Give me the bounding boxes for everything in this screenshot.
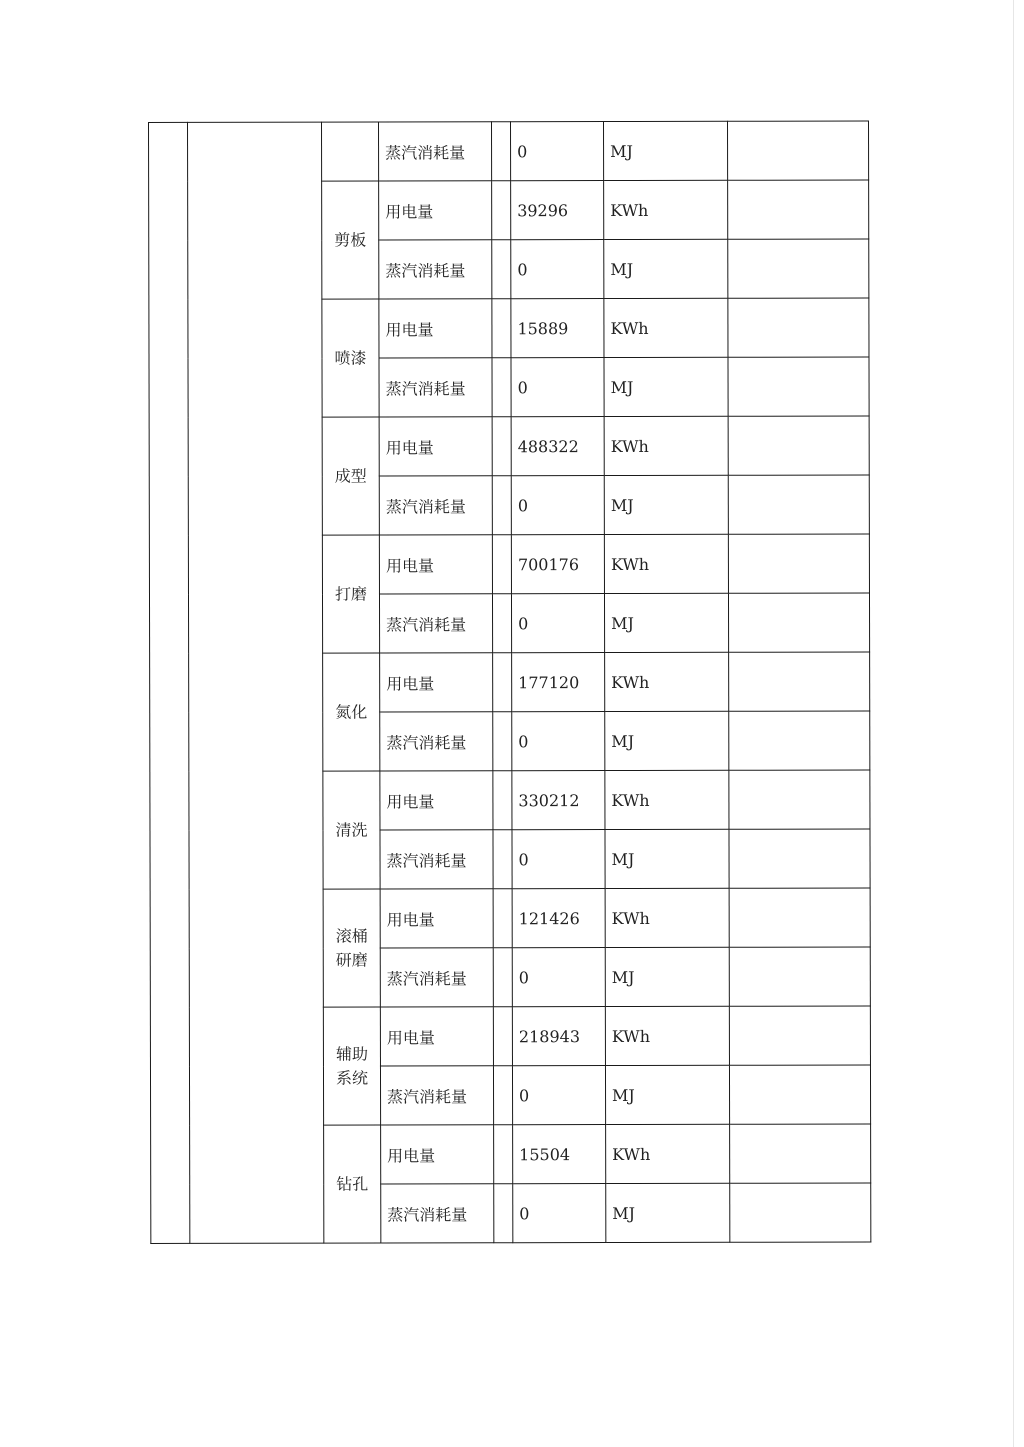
metric-cell: 蒸汽消耗量 xyxy=(381,1184,494,1243)
spacer-cell xyxy=(492,122,511,181)
spacer-cell xyxy=(493,653,512,712)
value-cell: 39296 xyxy=(511,181,604,240)
note-cell xyxy=(728,357,869,416)
metric-cell: 蒸汽消耗量 xyxy=(379,476,492,535)
value-cell: 0 xyxy=(511,358,604,417)
metric-cell: 用电量 xyxy=(381,1125,494,1184)
metric-cell: 用电量 xyxy=(379,181,492,240)
metric-cell: 蒸汽消耗量 xyxy=(379,358,492,417)
note-cell xyxy=(729,947,870,1006)
note-cell xyxy=(727,121,868,180)
process-cell: 喷漆 xyxy=(322,299,379,417)
spacer-cell xyxy=(492,240,511,299)
unit-cell: KWh xyxy=(604,534,728,593)
unit-cell: KWh xyxy=(604,298,728,357)
note-cell xyxy=(729,829,870,888)
unit-cell: KWh xyxy=(605,1006,729,1065)
metric-cell: 蒸汽消耗量 xyxy=(380,830,493,889)
spacer-cell xyxy=(492,476,511,535)
spacer-cell xyxy=(492,535,511,594)
process-cell: 辅助系统 xyxy=(323,1007,380,1125)
note-cell xyxy=(728,239,869,298)
value-cell: 330212 xyxy=(512,771,605,830)
note-cell xyxy=(730,1183,871,1242)
unit-cell: KWh xyxy=(604,180,728,239)
unit-cell: MJ xyxy=(604,121,728,180)
value-cell: 0 xyxy=(511,594,604,653)
note-cell xyxy=(729,888,870,947)
process-cell: 滚桶研磨 xyxy=(323,889,380,1007)
note-cell xyxy=(728,475,869,534)
spacer-cell xyxy=(493,1066,512,1125)
category-column-cell xyxy=(188,122,324,1243)
metric-cell: 用电量 xyxy=(380,1007,493,1066)
spacer-cell xyxy=(493,889,512,948)
process-cell: 钻孔 xyxy=(324,1125,381,1243)
note-cell xyxy=(729,711,870,770)
process-cell: 成型 xyxy=(322,417,379,535)
value-cell: 0 xyxy=(511,240,604,299)
spacer-cell xyxy=(492,299,511,358)
value-cell: 488322 xyxy=(511,417,604,476)
process-cell: 打磨 xyxy=(322,535,379,653)
unit-cell: MJ xyxy=(604,239,728,298)
note-cell xyxy=(729,1065,870,1124)
unit-cell: MJ xyxy=(604,475,728,534)
note-cell xyxy=(729,652,870,711)
metric-cell: 蒸汽消耗量 xyxy=(380,948,493,1007)
spacer-cell xyxy=(492,417,511,476)
spacer-cell xyxy=(493,1007,512,1066)
unit-cell: KWh xyxy=(605,770,729,829)
spacer-cell xyxy=(493,830,512,889)
value-cell: 700176 xyxy=(511,535,604,594)
unit-cell: MJ xyxy=(604,593,728,652)
metric-cell: 蒸汽消耗量 xyxy=(379,122,492,181)
value-cell: 0 xyxy=(511,476,604,535)
unit-cell: MJ xyxy=(605,947,729,1006)
metric-cell: 用电量 xyxy=(379,299,492,358)
note-cell xyxy=(729,1006,870,1065)
unit-cell: MJ xyxy=(606,1183,730,1242)
metric-cell: 蒸汽消耗量 xyxy=(380,1066,493,1125)
energy-consumption-table xyxy=(148,120,871,1244)
unit-cell: KWh xyxy=(606,1124,730,1183)
metric-cell: 用电量 xyxy=(379,417,492,476)
note-cell xyxy=(729,770,870,829)
spacer-cell xyxy=(493,948,512,1007)
value-cell: 121426 xyxy=(512,889,605,948)
spacer-cell xyxy=(492,181,511,240)
unit-cell: MJ xyxy=(605,711,729,770)
value-cell: 177120 xyxy=(512,653,605,712)
value-cell: 15889 xyxy=(511,299,604,358)
spacer-cell xyxy=(494,1125,513,1184)
spacer-cell xyxy=(493,771,512,830)
value-cell: 0 xyxy=(512,712,605,771)
table-row xyxy=(149,121,869,182)
page-edge-line xyxy=(1013,0,1014,1447)
note-cell xyxy=(728,416,869,475)
process-cell: 剪板 xyxy=(322,181,379,299)
spacer-cell xyxy=(492,594,511,653)
spacer-cell xyxy=(494,1184,513,1243)
note-cell xyxy=(728,180,869,239)
value-cell: 0 xyxy=(511,122,604,181)
spacer-cell xyxy=(493,712,512,771)
metric-cell: 用电量 xyxy=(380,771,493,830)
note-cell xyxy=(728,534,869,593)
unit-cell: KWh xyxy=(605,652,729,711)
value-cell: 0 xyxy=(513,1184,606,1243)
metric-cell: 用电量 xyxy=(380,889,493,948)
metric-cell: 用电量 xyxy=(380,653,493,712)
process-cell xyxy=(322,122,379,181)
index-column-cell xyxy=(149,122,190,1243)
note-cell xyxy=(728,593,869,652)
value-cell: 0 xyxy=(512,948,605,1007)
process-cell: 清洗 xyxy=(323,771,380,889)
note-cell xyxy=(730,1124,871,1183)
metric-cell: 用电量 xyxy=(379,535,492,594)
value-cell: 0 xyxy=(512,830,605,889)
metric-cell: 蒸汽消耗量 xyxy=(379,594,492,653)
spacer-cell xyxy=(492,358,511,417)
unit-cell: KWh xyxy=(605,888,729,947)
note-cell xyxy=(728,298,869,357)
metric-cell: 蒸汽消耗量 xyxy=(380,712,493,771)
unit-cell: MJ xyxy=(605,829,729,888)
unit-cell: MJ xyxy=(605,1065,729,1124)
metric-cell: 蒸汽消耗量 xyxy=(379,240,492,299)
process-cell: 氮化 xyxy=(323,653,380,771)
unit-cell: MJ xyxy=(604,357,728,416)
value-cell: 15504 xyxy=(513,1125,606,1184)
value-cell: 218943 xyxy=(512,1007,605,1066)
value-cell: 0 xyxy=(512,1066,605,1125)
unit-cell: KWh xyxy=(604,416,728,475)
